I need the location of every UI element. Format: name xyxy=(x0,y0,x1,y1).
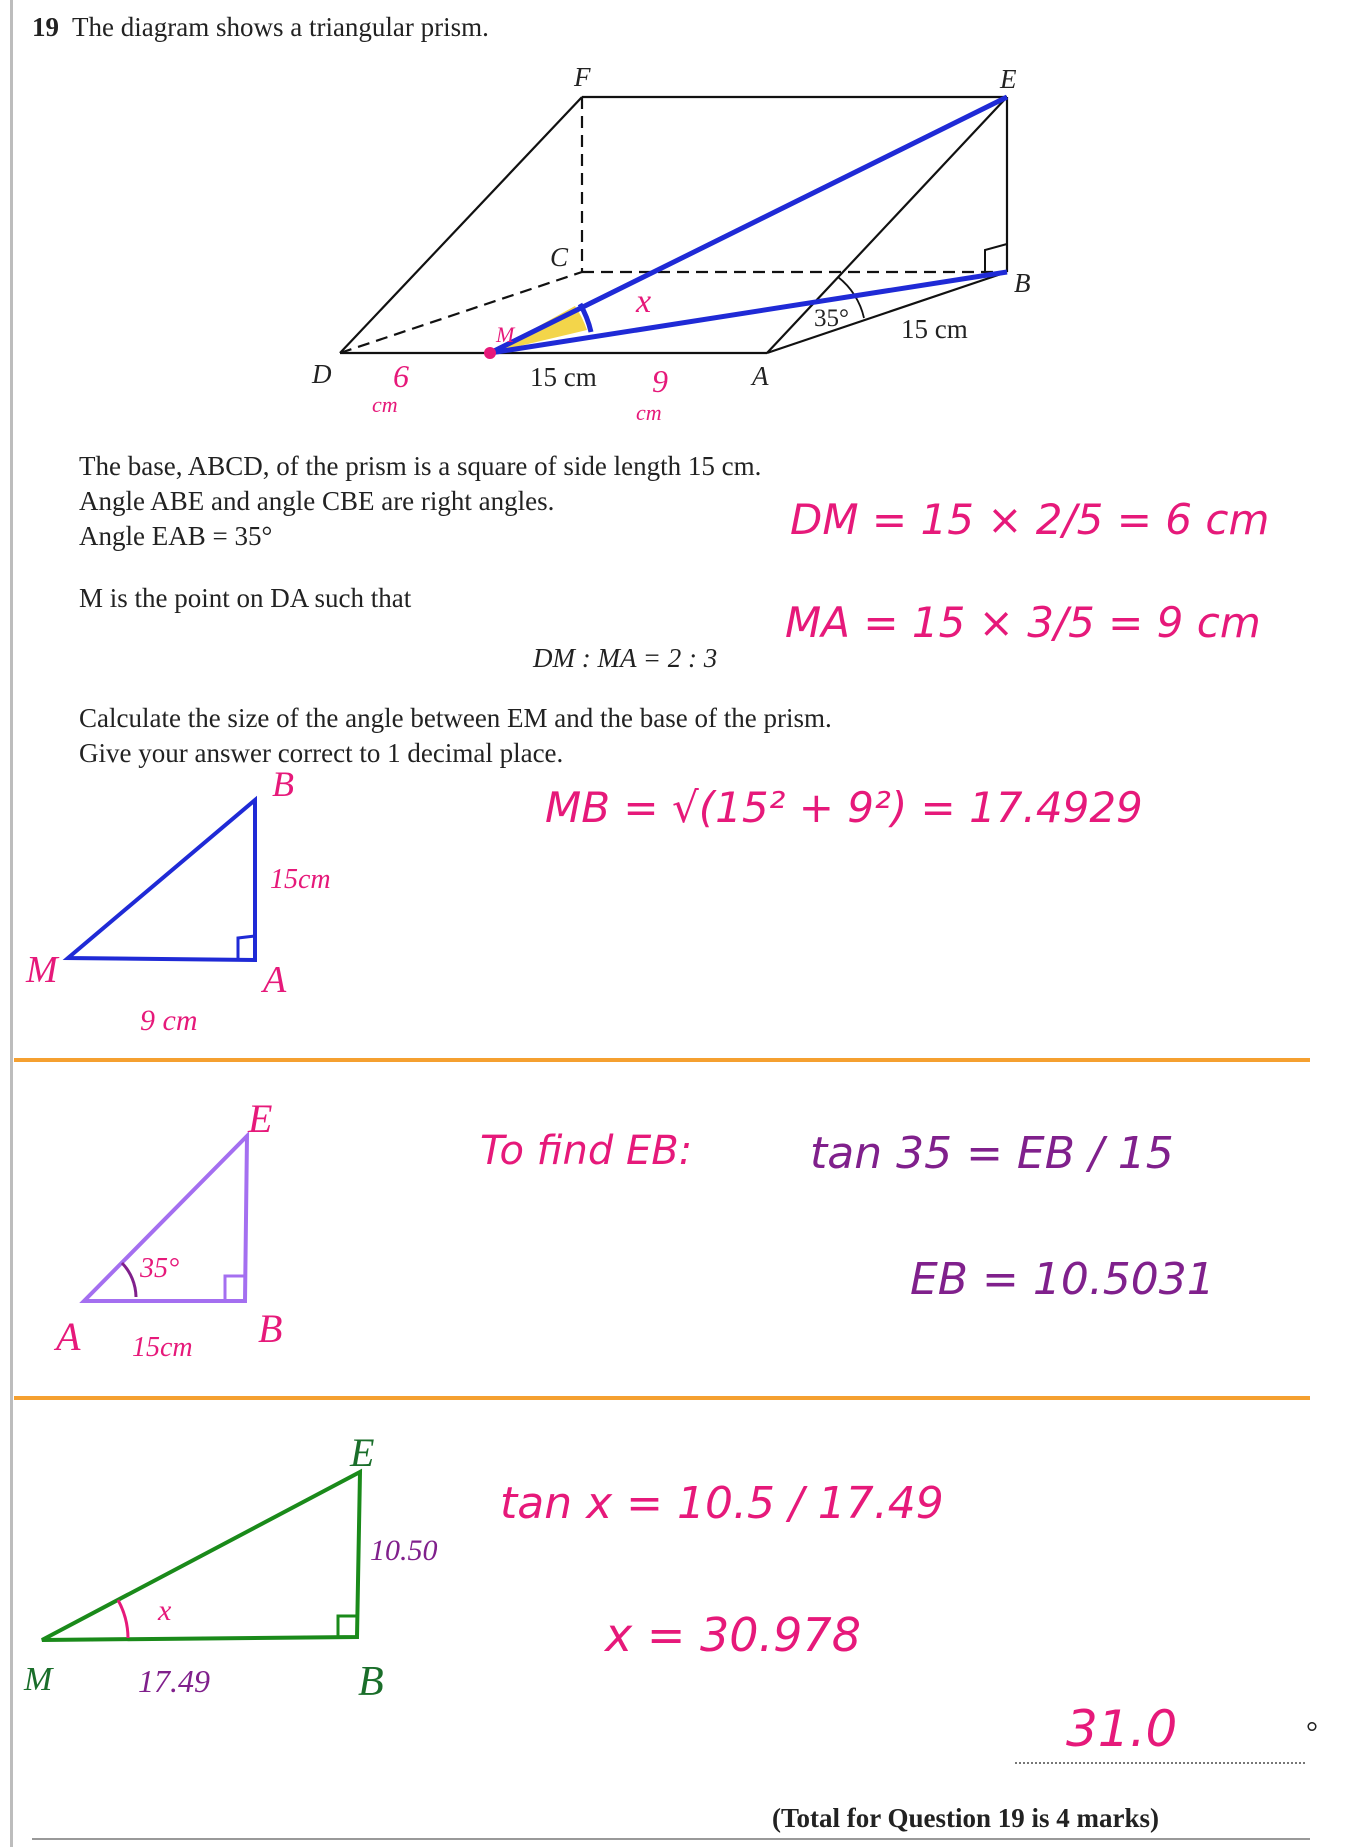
tri2-angle: 35° xyxy=(140,1253,180,1284)
para-point-m: M is the point on DA such that xyxy=(79,583,412,613)
working-find-eb: To find EB: xyxy=(480,1128,693,1174)
vertex-b-label: B xyxy=(1014,268,1031,298)
dm-value: 6 xyxy=(393,358,409,394)
tri1-m-label: M xyxy=(26,949,58,991)
question-number: 19 xyxy=(32,12,59,42)
question-intro: The diagram shows a triangular prism. xyxy=(72,12,489,42)
tri3-angle: x xyxy=(158,1594,172,1627)
tri3-b-label: B xyxy=(358,1659,384,1705)
tri3-e-label: E xyxy=(350,1430,375,1475)
total-marks: (Total for Question 19 is 4 marks) xyxy=(772,1803,1160,1833)
tri3-m-label: M xyxy=(24,1661,53,1698)
vertex-e-label: E xyxy=(1000,64,1017,94)
para-angle-eab: Angle EAB = 35° xyxy=(79,521,273,551)
tri1-side-ma: 9 cm xyxy=(140,1004,198,1037)
angle-35-label: 35° xyxy=(814,305,849,332)
tri3-side-mb: 17.49 xyxy=(138,1663,210,1699)
tri1-a-label: A xyxy=(263,959,287,1001)
triangle-mab xyxy=(0,760,420,1060)
para-base: The base, ABCD, of the prism is a square of side length 15 cm. xyxy=(79,451,762,481)
final-answer: 31.0 xyxy=(1066,1700,1178,1758)
vertex-c-label: C xyxy=(550,242,569,272)
vertex-a-label: A xyxy=(752,361,769,391)
triangle-aeb xyxy=(0,1080,380,1380)
dm-unit: cm xyxy=(372,392,398,417)
side-da-label: 15 cm xyxy=(530,362,597,392)
angle-x-label: x xyxy=(636,283,652,320)
prism-diagram xyxy=(0,0,1350,440)
tri2-b-label: B xyxy=(258,1306,283,1351)
point-m-label: M xyxy=(496,322,515,347)
bottom-rule xyxy=(32,1838,1310,1840)
degree-symbol: ° xyxy=(1306,1716,1318,1749)
working-dm: DM = 15 × 2/5 = 6 cm xyxy=(790,495,1270,544)
ma-value: 9 xyxy=(652,363,668,399)
answer-dotted-line xyxy=(1015,1762,1305,1764)
para-calculate: Calculate the size of the angle between EM and the base of the prism. xyxy=(79,703,832,733)
side-ab-label: 15 cm xyxy=(901,314,968,344)
ratio-line: DM : MA = 2 : 3 xyxy=(533,643,718,673)
tri2-a-label: A xyxy=(56,1314,81,1359)
para-right-angles: Angle ABE and angle CBE are right angles. xyxy=(79,486,555,516)
vertex-d-label: D xyxy=(312,359,332,389)
working-tan35: tan 35 = EB / 15 xyxy=(810,1128,1174,1179)
working-eb: EB = 10.5031 xyxy=(910,1254,1215,1305)
working-tanx: tan x = 10.5 / 17.49 xyxy=(500,1478,944,1529)
triangle-meb xyxy=(0,1420,460,1710)
tri3-side-eb: 10.50 xyxy=(370,1534,438,1567)
tri2-e-label: E xyxy=(248,1096,273,1141)
working-x: x = 30.978 xyxy=(605,1608,861,1662)
ma-unit: cm xyxy=(636,400,662,425)
working-mb: MB = √(15² + 9²) = 17.4929 xyxy=(545,783,1143,832)
para-decimal: Give your answer correct to 1 decimal place. xyxy=(79,738,564,768)
divider-1 xyxy=(14,1058,1310,1062)
working-ma: MA = 15 × 3/5 = 9 cm xyxy=(785,598,1261,647)
tri1-b-label: B xyxy=(272,764,294,804)
vertex-f-label: F xyxy=(574,62,591,92)
tri1-side-ba: 15cm xyxy=(270,864,331,895)
tri2-side-ab: 15cm xyxy=(132,1332,193,1363)
divider-2 xyxy=(14,1396,1310,1400)
